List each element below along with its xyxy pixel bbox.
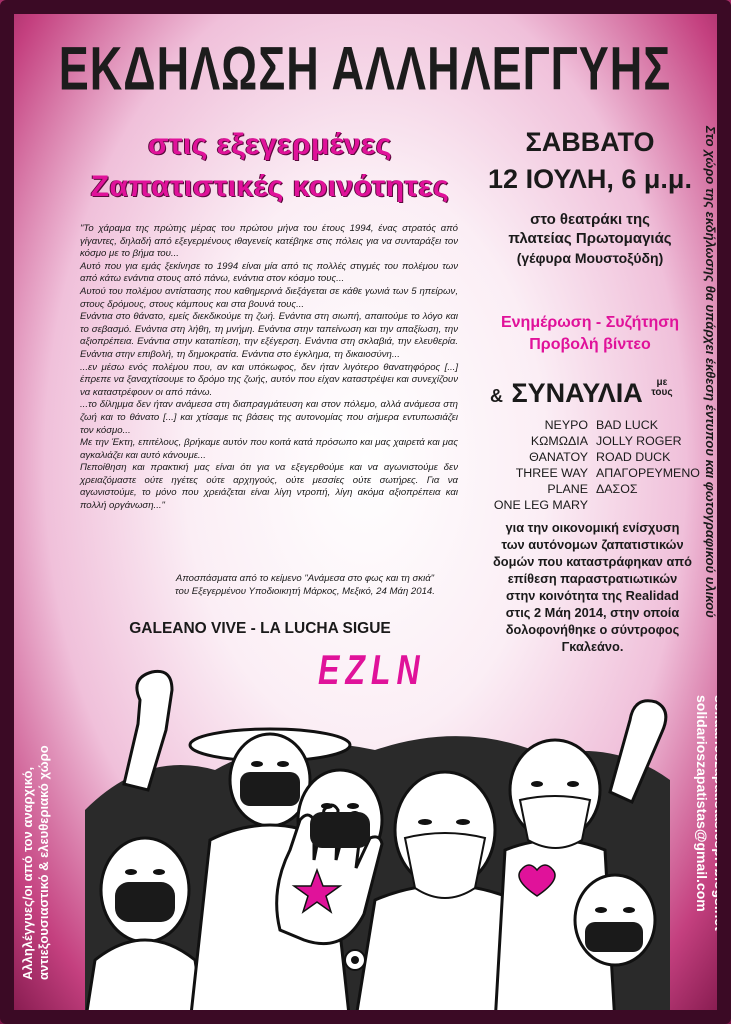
support-line: στις 2 Μάη 2014, στην οποία — [505, 605, 680, 620]
concert-small-1: με — [656, 377, 668, 388]
venue-line-1: στο θεατράκι της — [530, 211, 650, 228]
quote-paragraph: Αυτού του πολέμου αντίστασης που καθημερινά διεξάγεται σε κάθε γωνιά των 5 ηπείρων, στους δρόμους, στους κάμπους και στα βουνά τους... — [80, 285, 458, 310]
zapatista-illustration — [85, 660, 670, 1024]
support-line: δολοφονήθηκε ο σύντροφος — [505, 622, 680, 637]
quote-paragraph: Με την Έκτη, επιτέλους, βρήκαμε αυτόν που κοιτά κατά πρόσωπο και μας χαιρετά και μας αγκαλιάζει και αυτό κάνουμε... — [80, 437, 458, 461]
info-line-2: Προβολή βίντεο — [529, 336, 651, 353]
bands-right — [596, 417, 716, 497]
subtitle-line-1: στις εξεγερμένες — [148, 128, 392, 161]
quote-source — [150, 573, 460, 598]
concert-small-2: τους — [651, 387, 673, 398]
venue-landmark: (γέφυρα Μουστοξύδη) — [516, 250, 664, 266]
band-name: ONE LEG MARY — [493, 498, 588, 512]
quote-text — [80, 223, 458, 513]
slogan: GALEANO VIVE - LA LUCHA SIGUE — [129, 620, 391, 637]
exhibition-note: Στο χώρο της εκδήλωσης θα υπάρχει έκθεση έντυπου και φωτογραφικού υλικού — [703, 126, 718, 618]
band-name: JOLLY ROGER — [596, 434, 682, 448]
organizers-line-1: Αλληλέγγυες/οι από τον αναρχικό, — [20, 766, 35, 980]
support-line: για την οικονομική ενίσχυση — [505, 520, 680, 535]
info-line-1: Ενημέρωση - Συζήτηση — [500, 314, 679, 331]
venue-line-2: πλατείας Πρωτομαγιάς — [508, 230, 672, 247]
quote-paragraph: Αυτό που για εμάς ξεκίνησε το 1994 είναι μία από τις πολλές στιγμές του πολέμου των από κάτω ενάντια στους από πάνω, ενάντια στον κόσμο τους... — [80, 260, 458, 285]
concert-amp: & — [490, 386, 503, 406]
support-line: επίθεση παραστρατιωτικών — [507, 571, 678, 586]
band-name: ΑΠΑΓΟΡΕΥΜΕΝΟ — [596, 466, 700, 480]
concert-with — [651, 378, 672, 398]
quote-paragraph: ...εν μέσω ενός πολέμου που, αν και υπόκωφος, δεν ήταν λιγότερο θανατηφόρος [...] έπρεπε να ξαναχτίσουμε το δρόμο της ζωής, αυτόν που είχαν καταστρέψει και συνεχίζουν να καταστρέφουν οι από πάνω. — [80, 361, 458, 398]
event-day: ΣΑΒΒΑΤΟ — [525, 127, 655, 157]
quote-paragraph: Πεποίθηση και πρακτική μας είναι ότι για να εξεγερθούμε και να αγωνιστούμε δεν χρειαζόμαστε ούτε ηγέτες ούτε αρχηγούς, ούτε μεσσίες ούτε σωτήρες. Για να αγωνιστούμε, το μόνο που χρειάζεται είναι λίγη ντροπή, λίγη ακόμα αξιοπρέπεια και πολλή οργάνωση..." — [80, 462, 458, 512]
quote-paragraph: Ενάντια στο θάνατο, εμείς διεκδικούμε τη ζωή. Ενάντια στη σιωπή, απαιτούμε το λόγο και το σεβασμό. Ενάντια στη λήθη, τη μνήμη. Ενάντια στην ταπείνωση και την απαξίωση, την αξιοπρέπεια. Ενάντια στην καταπίεση, την εξέγερση. Ενάντια στη σκλαβιά, την ελευθερία. Ενάντια στην επιβολή, τη δημοκρατία. Ενάντια στο έγκλημα, τη δικαιοσύνη... — [80, 311, 458, 360]
ezln-logo: EZLN — [318, 646, 426, 694]
event-venue — [480, 210, 700, 248]
email-link[interactable]: solidarioszapatistas@gmail.com — [694, 695, 710, 912]
band-name: ΔΑΣΟΣ — [596, 482, 638, 496]
source-line-2: του Εξεγερμένου Υποδιοικητή Μάρκος, Μεξικό, 24 Μάη 2014. — [175, 585, 435, 597]
band-name: ROAD DUCK — [596, 450, 671, 464]
website-link[interactable]: solidarioszapatistas.espivblogs.net — [712, 695, 728, 931]
organizers-line-2: αντιεξουσιαστικό & ελευθεριακό χώρο — [36, 745, 51, 980]
source-line-1: Αποσπάσματα από το κείμενο "Ανάμεσα στο φως και τη σκιά" — [175, 573, 435, 584]
concert-heading — [490, 378, 720, 409]
band-name: ΝΕΥΡΟ — [544, 418, 588, 432]
support-line: στην κοινότητα της Realidad — [506, 588, 679, 603]
event-date-time: 12 ΙΟΥΛΗ, 6 μ.μ. — [488, 164, 692, 194]
support-line: των αυτόνομων ζαπατιστικών — [501, 537, 684, 552]
quote-paragraph: ...το δίλημμα δεν ήταν ανάμεσα στη διαπραγμάτευση και στον πόλεμο, αλλά ανάμεσα στη ζωή και το θάνατο [...] και χτίσαμε τις βάσεις της αυτονομίας που σήμερα εντυπωσιάζει τον κόσμο... — [80, 399, 458, 436]
concert-word: ΣΥΝΑΥΛΙΑ — [511, 378, 643, 408]
poster-title: ΕΚΔΗΛΩΣΗ ΑΛΛΗΛΕΓΓΥΗΣ — [58, 34, 672, 103]
support-line: Γκαλεάνο. — [561, 639, 624, 654]
band-name: THREE WAY PLANE — [515, 466, 588, 496]
support-text — [480, 519, 705, 655]
quote-paragraph: "Το χάραμα της πρώτης μέρας του πρώτου μήνα του έτους 1994, ένας στρατός από γίγαντες, δηλαδή από εξεγερμένους ιθαγενείς κατέβηκε στις πόλεις για να συνταράξει τον κόσμο με το βήμα του... — [80, 223, 458, 260]
support-line: δομών που καταστράφηκαν από — [493, 554, 692, 569]
subtitle-line-2: Ζαπατιστικές κοινότητες — [90, 170, 450, 203]
band-name: BAD LUCK — [596, 418, 658, 432]
band-name: ΚΩΜΩΔΙΑ ΘΑΝΑΤΟΥ — [529, 434, 588, 464]
bands-left — [480, 417, 588, 513]
